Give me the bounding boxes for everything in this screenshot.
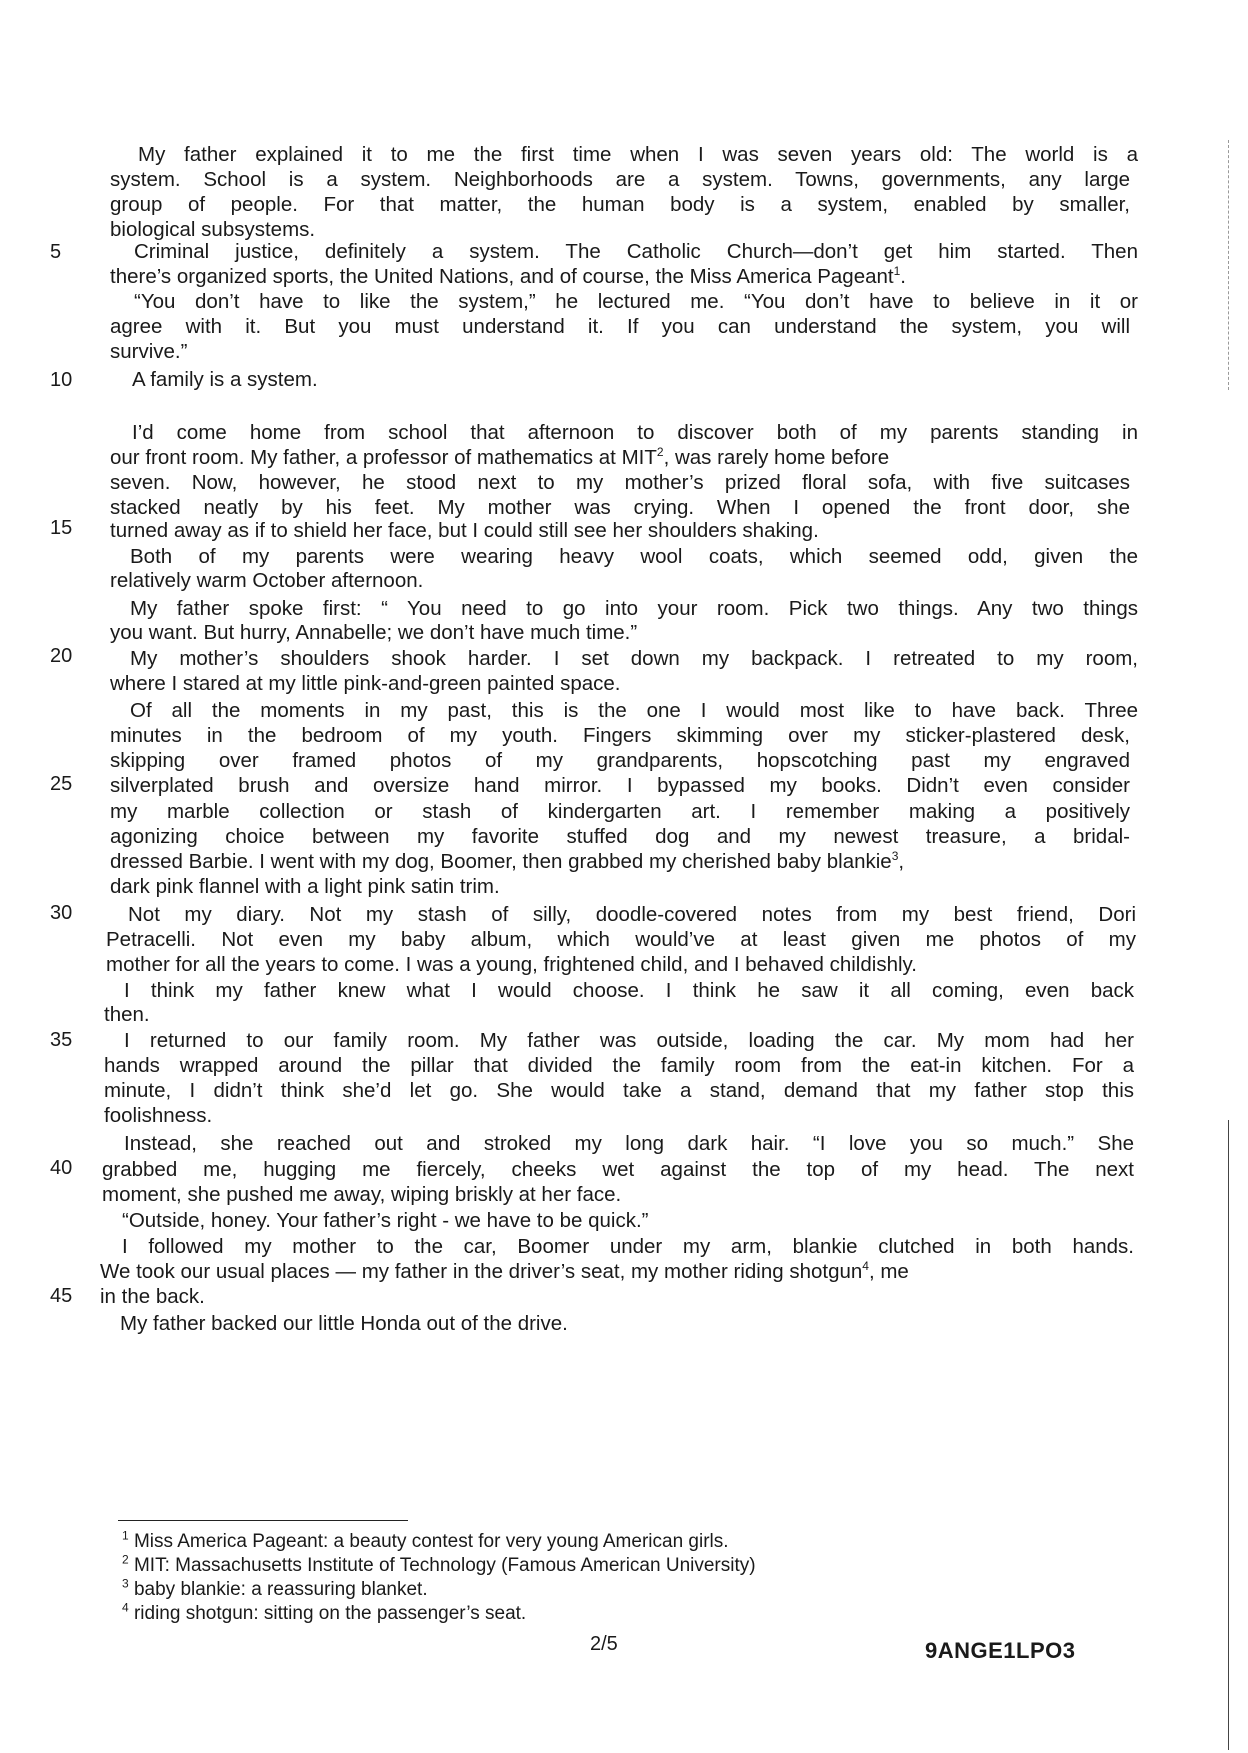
- passage-line: stacked neatly by his feet. My mother was crying. When I opened the front door, she: [110, 496, 1130, 519]
- passage-line: I returned to our family room. My father was outside, loading the car. My mom had her: [124, 1029, 1134, 1052]
- passage-line: Not my diary. Not my stash of silly, doodle-covered notes from my best friend, Dori: [128, 903, 1136, 926]
- footnote-mark: 4: [862, 1259, 869, 1274]
- passage-line: group of people. For that matter, the human body is a system, enabled by smaller,: [110, 193, 1130, 216]
- passage-line: Criminal justice, definitely a system. The Catholic Church—don’t get him started. Then: [134, 240, 1138, 263]
- passage-line: Instead, she reached out and stroked my long dark hair. “I love you so much.” She: [124, 1132, 1134, 1155]
- passage-line: My mother’s shoulders shook harder. I set down my backpack. I retreated to my room,: [130, 647, 1138, 670]
- passage-line: My father spoke first: “ You need to go into your room. Pick two things. Any two things: [130, 597, 1138, 620]
- passage-line: my marble collection or stash of kindergarten art. I remember making a positively: [110, 800, 1130, 823]
- footnote-divider: [118, 1520, 408, 1521]
- passage-line: hands wrapped around the pillar that divided the family room from the eat-in kitchen. For a: [104, 1054, 1134, 1077]
- passage-line: My father explained it to me the first time when I was seven years old: The world is a: [138, 143, 1138, 166]
- passage-line: in the back.: [100, 1285, 205, 1308]
- passage-line: I followed my mother to the car, Boomer under my arm, blankie clutched in both hands.: [122, 1235, 1134, 1258]
- passage-line: agonizing choice between my favorite stuffed dog and my newest treasure, a bridal-: [110, 825, 1130, 848]
- passage-line: agree with it. But you must understand it. If you can understand the system, you will: [110, 315, 1130, 338]
- line-number: 25: [50, 773, 73, 795]
- passage-line: silverplated brush and oversize hand mirror. I bypassed my books. Didn’t even consider: [110, 774, 1130, 797]
- line-number: 40: [50, 1157, 73, 1179]
- page-number: 2/5: [590, 1633, 618, 1655]
- passage-line: dressed Barbie. I went with my dog, Boomer, then grabbed my cherished baby blankie$^3$,: [110, 849, 905, 873]
- passage-line: our front room. My father, a professor of mathematics at MIT$^2$, was rarely home before: [110, 445, 890, 469]
- line-number: 10: [50, 369, 73, 391]
- line-number: 45: [50, 1285, 73, 1307]
- passage-line: survive.”: [110, 340, 188, 363]
- passage-line: there’s organized sports, the United Nations, and of course, the Miss America Pageant$^1$.: [110, 264, 906, 288]
- passage-line: skipping over framed photos of my grandparents, hopscotching past my engraved: [110, 749, 1130, 772]
- document-code: 9ANGE1LPO3: [925, 1638, 1076, 1663]
- line-number: 5: [50, 241, 62, 263]
- scan-edge-line: [1228, 1120, 1229, 1750]
- passage-line: turned away as if to shield her face, but I could still see her shoulders shaking.: [110, 519, 819, 542]
- scan-edge-line: [1228, 140, 1229, 390]
- footnote: $^1$ Miss America Pageant: a beauty contest for very young American girls.: [122, 1528, 729, 1552]
- passage-line: Both of my parents were wearing heavy wool coats, which seemed odd, given the: [130, 545, 1138, 568]
- footnote: $^3$ baby blankie: a reassuring blanket.: [122, 1576, 428, 1600]
- passage-line: minute, I didn’t think she’d let go. She would take a stand, demand that my father stop this: [104, 1079, 1134, 1102]
- passage-line: A family is a system.: [132, 368, 318, 391]
- line-number: 30: [50, 902, 73, 924]
- passage-line: foolishness.: [104, 1104, 213, 1127]
- passage-line: then.: [104, 1003, 150, 1026]
- passage-line: Petracelli. Not even my baby album, which would’ve at least given me photos of my: [106, 928, 1136, 951]
- footnote-mark: 1: [893, 264, 901, 279]
- line-number: 15: [50, 517, 73, 539]
- footnote-mark: 2: [656, 445, 664, 460]
- passage-line: biological subsystems.: [110, 218, 316, 241]
- footnote-mark: 3: [891, 849, 899, 864]
- passage-line: We took our usual places — my father in the driver’s seat, my mother riding shotgun$^4$, me: [100, 1259, 909, 1283]
- footnote: $^4$ riding shotgun: sitting on the passenger’s seat.: [122, 1600, 527, 1624]
- passage-line: minutes in the bedroom of my youth. Fingers skimming over my sticker-plastered desk,: [110, 724, 1130, 747]
- passage-line: “Outside, honey. Your father’s right - we have to be quick.”: [122, 1209, 649, 1232]
- passage-line: My father backed our little Honda out of the drive.: [120, 1312, 568, 1335]
- passage-line: I’d come home from school that afternoon to discover both of my parents standing in: [132, 421, 1138, 444]
- passage-line: you want. But hurry, Annabelle; we don’t have much time.”: [110, 621, 638, 644]
- passage-line: I think my father knew what I would choose. I think he saw it all coming, even back: [124, 979, 1134, 1002]
- passage-line: Of all the moments in my past, this is the one I would most like to have back. Three: [130, 699, 1138, 722]
- passage-line: relatively warm October afternoon.: [110, 569, 424, 592]
- passage-line: mother for all the years to come. I was a young, frightened child, and I behaved childishly.: [106, 953, 917, 976]
- passage-line: where I stared at my little pink-and-green painted space.: [110, 672, 621, 695]
- passage-line: “You don’t have to like the system,” he lectured me. “You don’t have to believe in it or: [134, 290, 1138, 313]
- passage-line: dark pink flannel with a light pink satin trim.: [110, 875, 500, 898]
- line-number: 20: [50, 645, 73, 667]
- passage-line: seven. Now, however, he stood next to my mother’s prized floral sofa, with five suitcases: [110, 471, 1130, 494]
- passage-line: system. School is a system. Neighborhoods are a system. Towns, governments, any large: [110, 168, 1130, 191]
- passage-line: grabbed me, hugging me fiercely, cheeks wet against the top of my head. The next: [102, 1158, 1134, 1181]
- footnote: $^2$ MIT: Massachusetts Institute of Technology (Famous American University): [122, 1552, 756, 1576]
- passage-line: moment, she pushed me away, wiping briskly at her face.: [102, 1183, 622, 1206]
- line-number: 35: [50, 1029, 73, 1051]
